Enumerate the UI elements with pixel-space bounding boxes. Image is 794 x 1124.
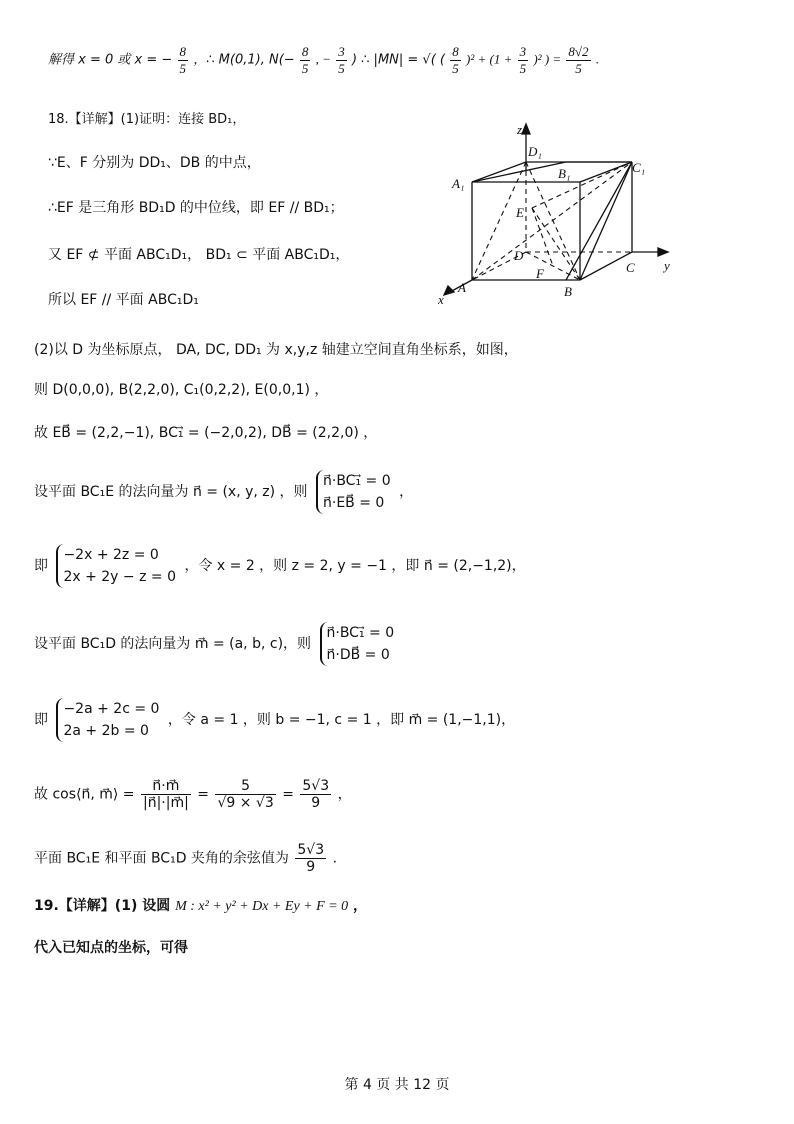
q18-cosine-line	[34, 778, 352, 811]
x-axis-arrow	[444, 286, 454, 295]
equation-system-xyz	[56, 544, 176, 588]
q18-part2-line-1: (2)以 D 为坐标原点， DA, DC, DD₁ 为 x,y,z 轴建立空间直角坐标系，如图，	[34, 342, 518, 358]
q18-line-3: ∴EF 是三角形 BD₁D 的中位线，即 EF // BD₁；	[48, 200, 344, 216]
label-a: A	[458, 280, 466, 295]
equation-2: n⃗·DB⃗ = 0	[326, 647, 390, 663]
text-prefix: 解得 x = 0 或 x = −	[48, 52, 173, 68]
text-mid4: )² + (1 +	[465, 51, 516, 67]
text-prefix: 即	[34, 712, 48, 728]
q18-line-4: 又 EF ⊄ 平面 ABC₁D₁， BD₁ ⊂ 平面 ABC₁D₁，	[48, 247, 350, 263]
q18-part2-line-2: 则 D(0,0,0), B(2,2,0), C₁(0,2,2), E(0,0,1) ，	[34, 382, 329, 398]
equals-1: =	[197, 786, 209, 803]
fraction-5root3-9: $\frac{5√3}{9}$	[302, 778, 330, 811]
fraction-answer: $\frac{5√3}{9}$	[297, 842, 325, 875]
text-mid: ，∴ M(0,1), N(−	[193, 52, 295, 68]
equation-system-m	[320, 622, 395, 666]
label-y: y	[664, 258, 670, 273]
q18-line-2: ∵E、F 分别为 DD₁、DB 的中点，	[48, 155, 261, 171]
text-prefix: 平面 BC₁E 和平面 BC₁D 夹角的余弦值为	[34, 850, 289, 867]
fraction-8-5-b: $\frac{8}{5}$	[301, 44, 309, 76]
line-b-c1	[580, 162, 632, 280]
label-c1: C₁	[632, 160, 646, 175]
equals-2: =	[282, 786, 294, 803]
label-d1: D₁	[528, 144, 542, 159]
equation-system-n	[316, 470, 391, 514]
fraction-8-5: $\frac{8}{5}$	[179, 44, 187, 76]
equation-2: 2x + 2y − z = 0	[63, 569, 176, 585]
line-e-c1-hidden	[532, 162, 632, 208]
label-a1: A₁	[452, 176, 465, 191]
equation-2: n⃗·EB⃗ = 0	[323, 495, 385, 511]
text-prefix: 即	[34, 558, 48, 574]
line-d1-b-hidden	[526, 162, 580, 280]
q18-line-5: 所以 EF // 平面 ABC₁D₁	[48, 292, 199, 308]
q18-heading: 18.【详解】(1)证明：连接 BD₁，	[48, 112, 246, 127]
q18-solve-n-line	[34, 544, 526, 588]
line-d-b-hidden	[526, 252, 580, 280]
equation-1: n⃗·BC₁⃗ = 0	[323, 473, 391, 489]
label-z: z	[517, 122, 523, 137]
q18-part2-line-3: 故 EB⃗ = (2,2,−1), BC₁⃗ = (−2,0,2), DB⃗ = (2,2,0) ，	[34, 425, 378, 441]
text-suffix: ，	[337, 786, 352, 803]
q19-heading	[34, 896, 367, 917]
text-prefix: 设平面 BC₁D 的法向量为 m⃗ = (a, b, c)，则	[34, 636, 312, 652]
text-end: .	[595, 51, 600, 67]
q18-solve-m-line	[34, 698, 515, 742]
line-bc1-inner	[566, 162, 632, 280]
text-prefix: 19.【详解】(1) 设圆	[34, 898, 171, 914]
text-suffix: ，	[353, 898, 367, 914]
text-suffix: ，	[399, 484, 414, 500]
label-f: F	[536, 266, 544, 281]
text-suffix: ，令 x = 2 ，则 z = 2, y = −1 ，即 n⃗ = (2,−1,2)，	[184, 558, 526, 574]
label-d: D	[514, 248, 524, 263]
q18-normal-vector-n-line	[34, 470, 413, 514]
equation-1: −2x + 2z = 0	[63, 547, 159, 563]
text-mid2: , −	[315, 51, 331, 67]
text-prefix: 设平面 BC₁E 的法向量为 n⃗ = (x, y, z) ，则	[34, 484, 308, 500]
page-footer: 第 4 页 共 12 页	[344, 1077, 450, 1093]
fraction-8root2-5: $\frac{8√2}{5}$	[568, 44, 589, 76]
fraction-dot-over-norms: $\frac{n⃗\cdot m⃗}{|n⃗|\cdot|m⃗|}$	[142, 778, 189, 811]
y-axis-arrow	[658, 248, 668, 256]
fraction-8-5-c: $\frac{8}{5}$	[452, 44, 459, 76]
text-mid5: )² ) =	[533, 51, 562, 67]
equation-1: n⃗·BC₁⃗ = 0	[326, 625, 395, 641]
text-suffix: ，令 a = 1 ，则 b = −1, c = 1 ，即 m⃗ = (1,−1,1)，	[167, 712, 516, 728]
edge-b-c	[580, 252, 632, 280]
z-axis-arrow	[522, 124, 530, 134]
q19-line-2: 代入已知点的坐标，可得	[34, 940, 188, 956]
text-prefix: 故 cos⟨n⃗, m⃗⟩ =	[34, 786, 135, 803]
cube-figure	[436, 120, 676, 310]
fraction-3-5-b: $\frac{3}{5}$	[519, 44, 527, 76]
label-b1: B₁	[558, 166, 571, 181]
label-c: C	[626, 260, 635, 275]
circle-equation: M : x² + y² + Dx + Ey + F = 0	[175, 899, 349, 914]
label-e: E	[516, 205, 524, 220]
equation-2: 2a + 2b = 0	[63, 723, 149, 739]
q18-normal-vector-m-line	[34, 622, 398, 666]
equation-1: −2a + 2c = 0	[63, 701, 160, 717]
text-mid3: ) ∴ |MN| = √( (	[351, 52, 445, 68]
label-x: x	[438, 292, 444, 307]
equation-system-abc	[56, 698, 159, 742]
label-b: B	[564, 284, 572, 299]
text-suffix: .	[332, 850, 338, 867]
solution-line-mn-length	[48, 44, 599, 77]
fraction-5-over-roots: $\frac{5}{√9 \times √3}$	[217, 778, 274, 811]
fraction-3-5: $\frac{3}{5}$	[338, 44, 345, 76]
q18-conclusion-line	[34, 842, 337, 875]
